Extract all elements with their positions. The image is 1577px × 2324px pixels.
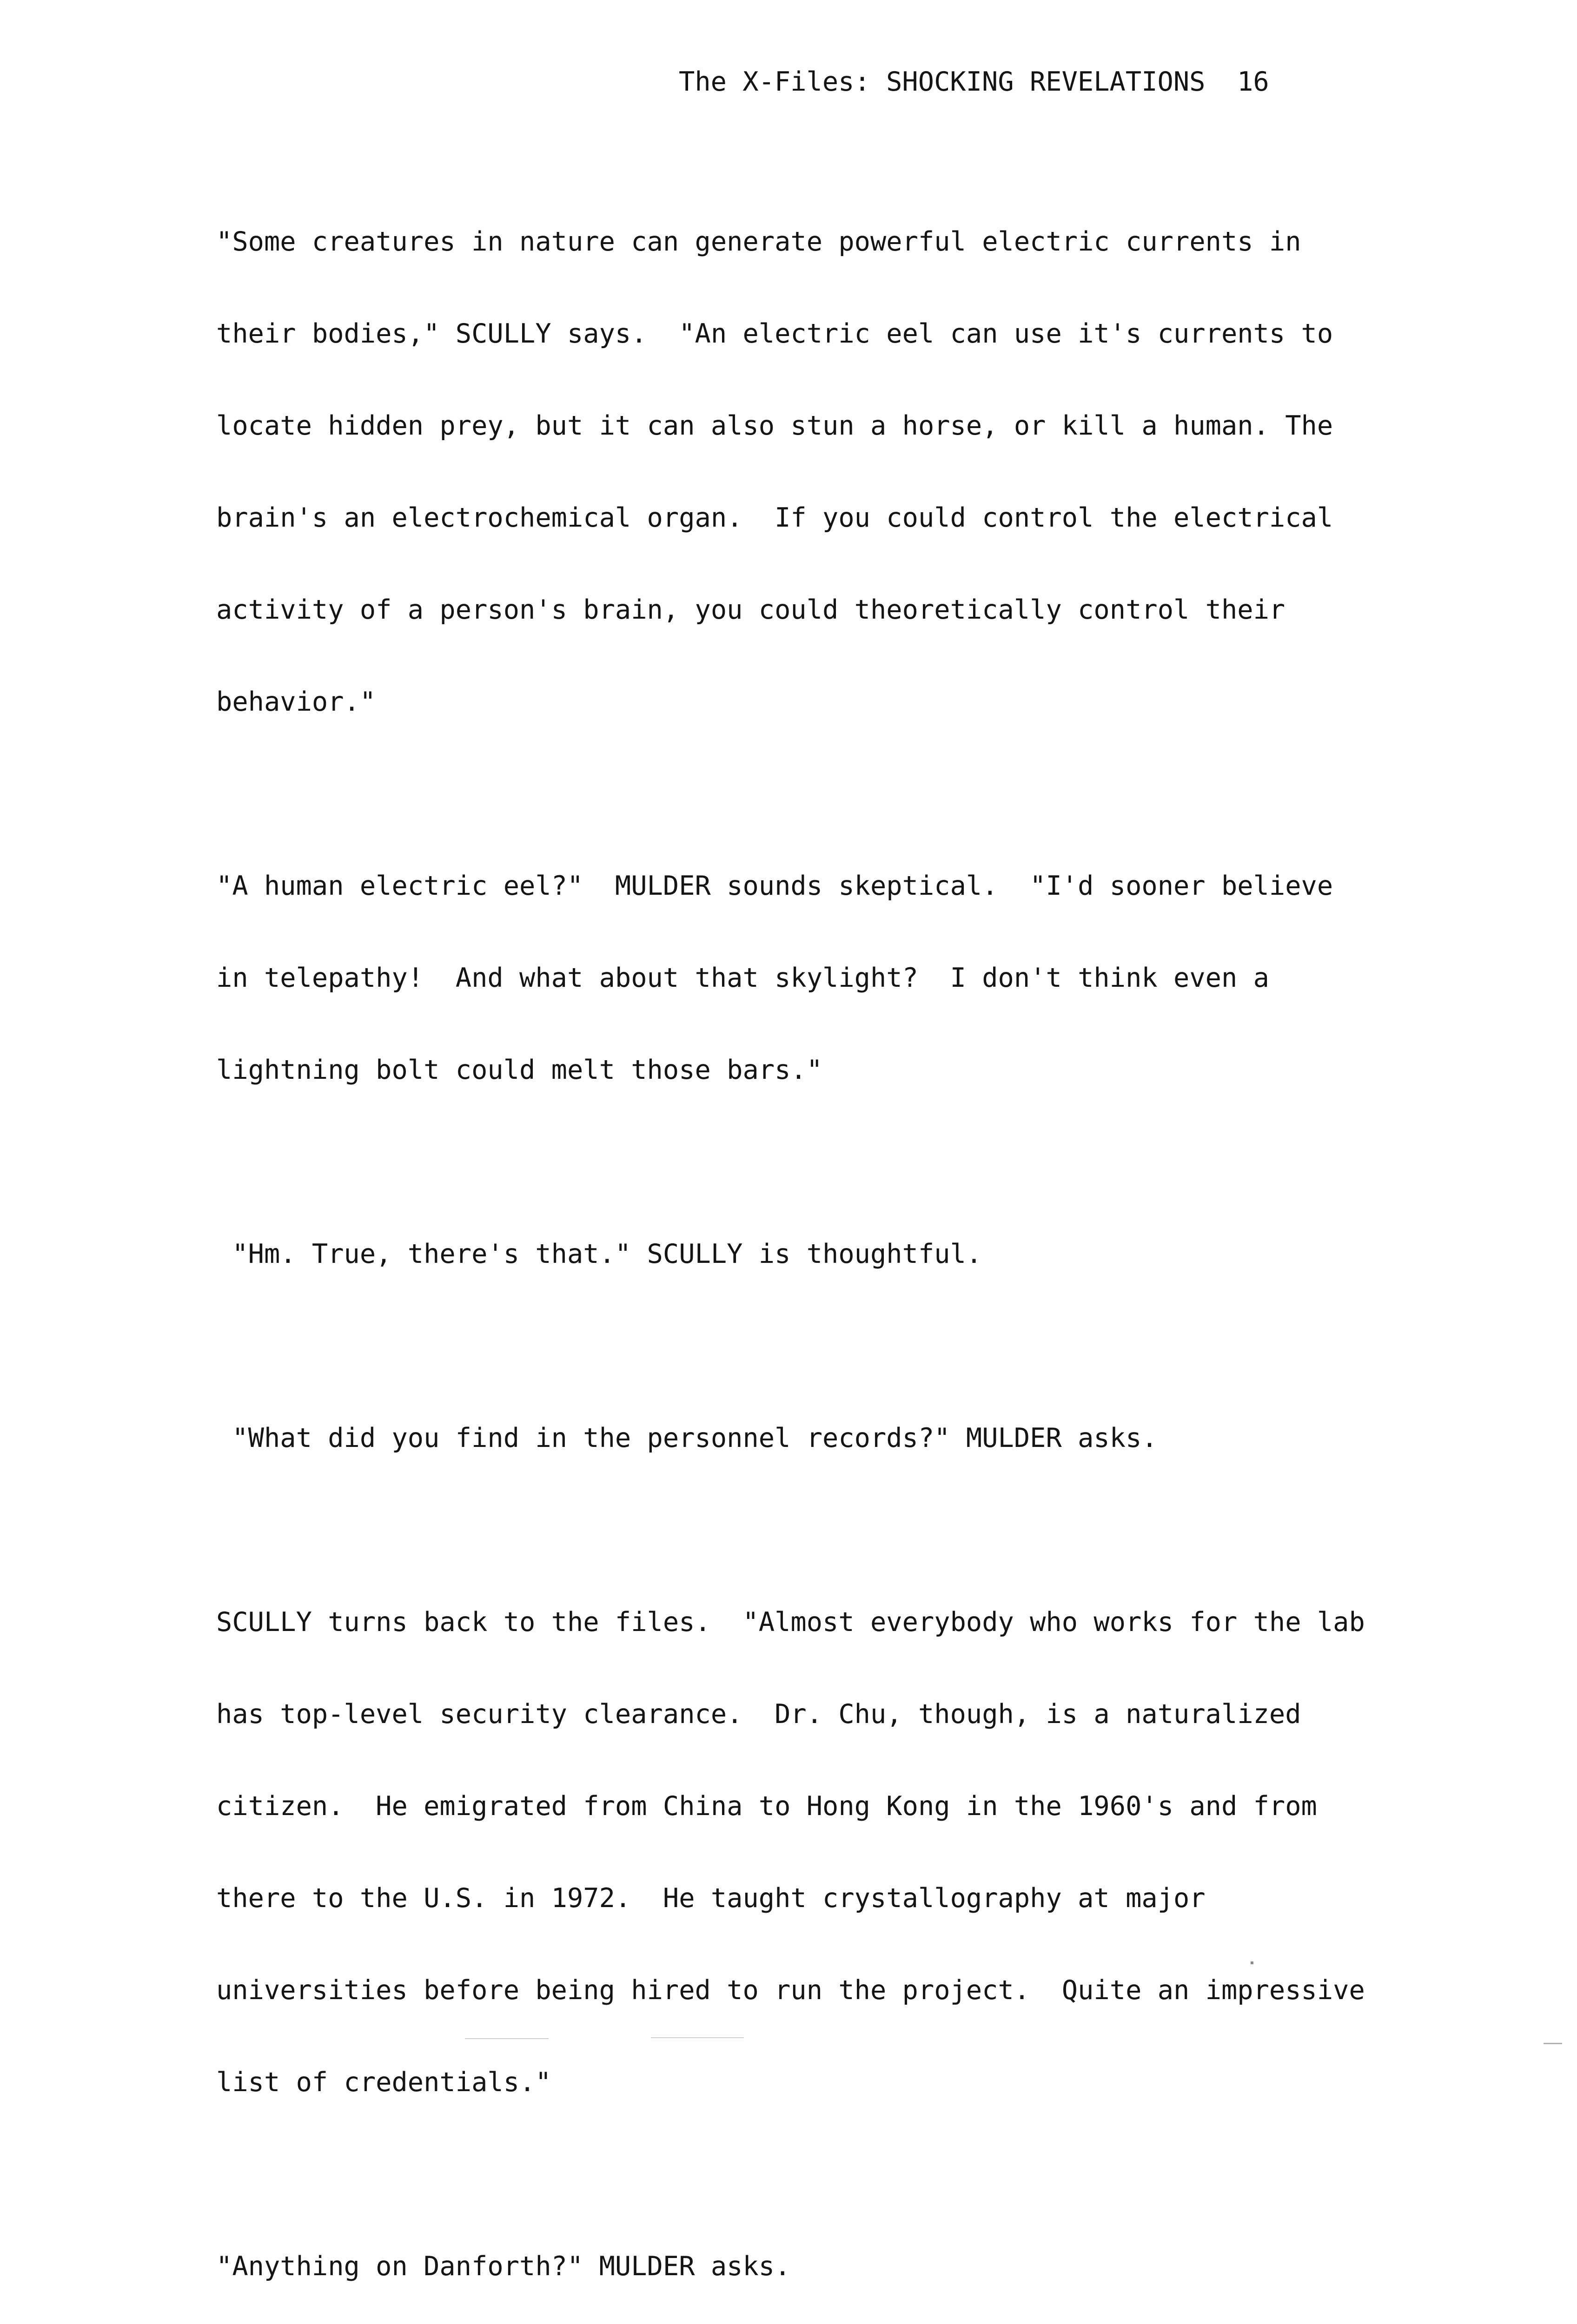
paragraph-mulder-skeptical xyxy=(216,809,1378,1147)
text-line: "Anything on Danforth?" MULDER asks. xyxy=(216,2251,791,2282)
text-line: lightning bolt could melt those bars." xyxy=(216,1055,823,1085)
scan-speck xyxy=(651,2037,744,2038)
paragraph-danforth-question xyxy=(216,2190,1378,2324)
text-line: locate hidden prey, but it can also stun a horse, or kill a human. The xyxy=(216,410,1333,441)
text-line: "A human electric eel?" MULDER sounds skeptical. "I'd sooner believe xyxy=(216,871,1333,901)
header-title: The X-Files: SHOCKING REVELATIONS xyxy=(679,66,1206,97)
page-number: 16 xyxy=(1237,66,1269,97)
text-line: has top-level security clearance. Dr. Chu, though, is a naturalized xyxy=(216,1699,1301,1730)
text-line: citizen. He emigrated from China to Hong Kong in the 1960's and from xyxy=(216,1791,1317,1822)
text-line: universities before being hired to run the project. Quite an impressive xyxy=(216,1975,1365,2006)
page-header xyxy=(679,66,1269,97)
script-body xyxy=(216,165,1378,2324)
paragraph-scully-electric-eel xyxy=(216,165,1378,779)
text-line: "What did you find in the personnel records?" MULDER asks. xyxy=(216,1423,1158,1453)
text-line: brain's an electrochemical organ. If you could control the electrical xyxy=(216,502,1333,533)
text-line: "Hm. True, there's that." SCULLY is thoughtful. xyxy=(216,1239,982,1269)
text-line: in telepathy! And what about that skylight? I don't think even a xyxy=(216,963,1269,993)
text-line: behavior." xyxy=(216,687,376,717)
text-line: there to the U.S. in 1972. He taught crystallography at major xyxy=(216,1883,1206,1914)
scan-speck xyxy=(1544,2043,1562,2044)
scan-speck xyxy=(1251,1961,1253,1964)
scan-speck xyxy=(465,2038,549,2039)
text-line: SCULLY turns back to the files. "Almost everybody who works for the lab xyxy=(216,1607,1365,1637)
text-line: activity of a person's brain, you could theoretically control their xyxy=(216,594,1285,625)
text-line: their bodies," SCULLY says. "An electric eel can use it's currents to xyxy=(216,318,1333,349)
paragraph-dr-chu xyxy=(216,1545,1378,2159)
paragraph-personnel-records xyxy=(216,1361,1378,1515)
text-line: "Some creatures in nature can generate powerful electric currents in xyxy=(216,226,1301,257)
paragraph-scully-thoughtful xyxy=(216,1177,1378,1331)
text-line: list of credentials." xyxy=(216,2067,551,2098)
